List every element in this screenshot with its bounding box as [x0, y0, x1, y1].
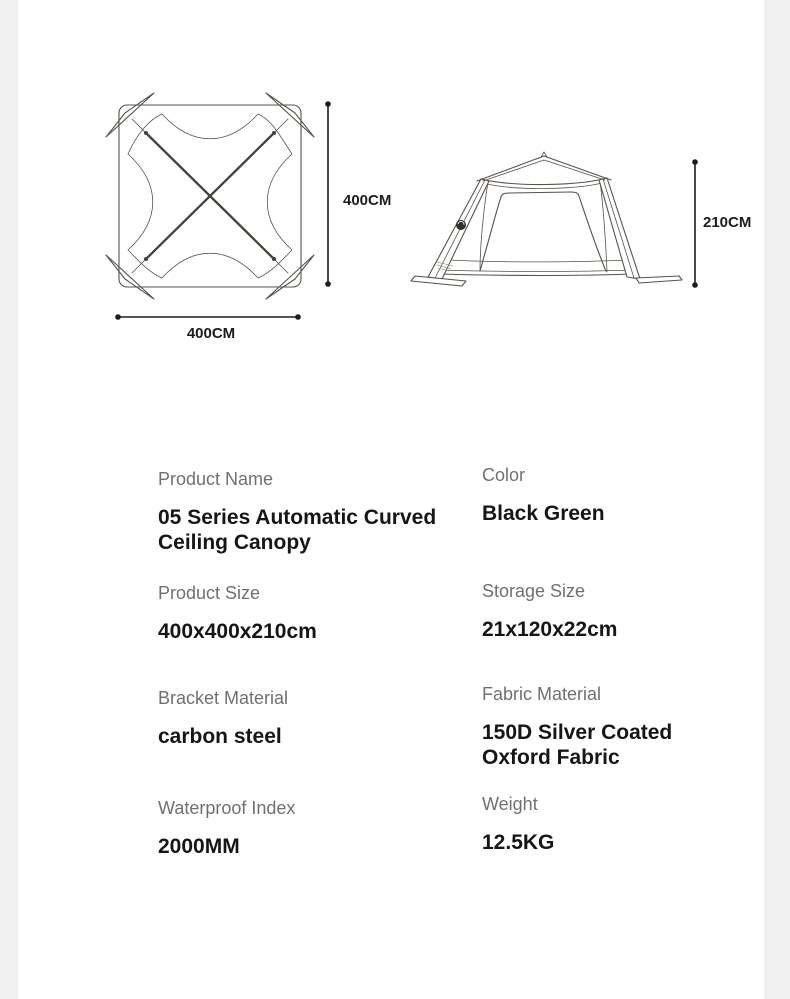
side-view-door — [480, 192, 606, 271]
spec-label: Fabric Material — [482, 684, 602, 704]
spec-value: Black Green — [482, 502, 605, 525]
spec-label: Product Name — [158, 469, 274, 489]
spec-label: Color — [482, 465, 526, 485]
top-view-width-dimension-label: 400CM — [186, 325, 236, 342]
spec-label: Waterproof Index — [158, 798, 296, 818]
spec-weight — [482, 793, 712, 855]
product-spec-sheet — [18, 0, 764, 999]
spec-value: 21x120x22cm — [482, 618, 618, 641]
spec-product-name — [158, 468, 488, 555]
side-view-right-foot — [636, 276, 682, 283]
tent-top-view-diagram — [96, 88, 341, 328]
spec-fabric-material — [482, 683, 712, 770]
spec-label: Weight — [482, 794, 538, 814]
spec-value: 150D Silver Coated Oxford Fabric — [482, 721, 673, 769]
spec-storage-size — [482, 580, 712, 642]
spec-value: 400x400x210cm — [158, 620, 317, 643]
spec-label: Storage Size — [482, 581, 586, 601]
side-view-roof — [477, 152, 611, 181]
top-view-vertical-dimension — [325, 101, 331, 287]
spec-product-size — [158, 582, 488, 644]
spec-value: carbon steel — [158, 725, 282, 748]
spec-color — [482, 464, 712, 526]
spec-value: 2000MM — [158, 835, 240, 858]
tent-side-view-diagram — [403, 148, 703, 293]
spec-value: 05 Series Automatic Curved Ceiling Canopy — [158, 506, 437, 554]
top-view-depth-dimension-label: 400CM — [343, 192, 392, 209]
side-view-legs — [411, 178, 682, 286]
spec-waterproof-index — [158, 797, 488, 859]
side-view-height-dimension-label: 210CM — [703, 214, 752, 231]
spec-label: Product Size — [158, 583, 261, 603]
top-view-horizontal-dimension — [115, 314, 301, 320]
side-view-height-dimension — [692, 159, 698, 288]
spec-value: 12.5KG — [482, 831, 555, 854]
spec-bracket-material — [158, 687, 488, 749]
spec-label: Bracket Material — [158, 688, 289, 708]
top-view-cross-poles — [144, 131, 276, 261]
diagram-area — [18, 0, 790, 460]
